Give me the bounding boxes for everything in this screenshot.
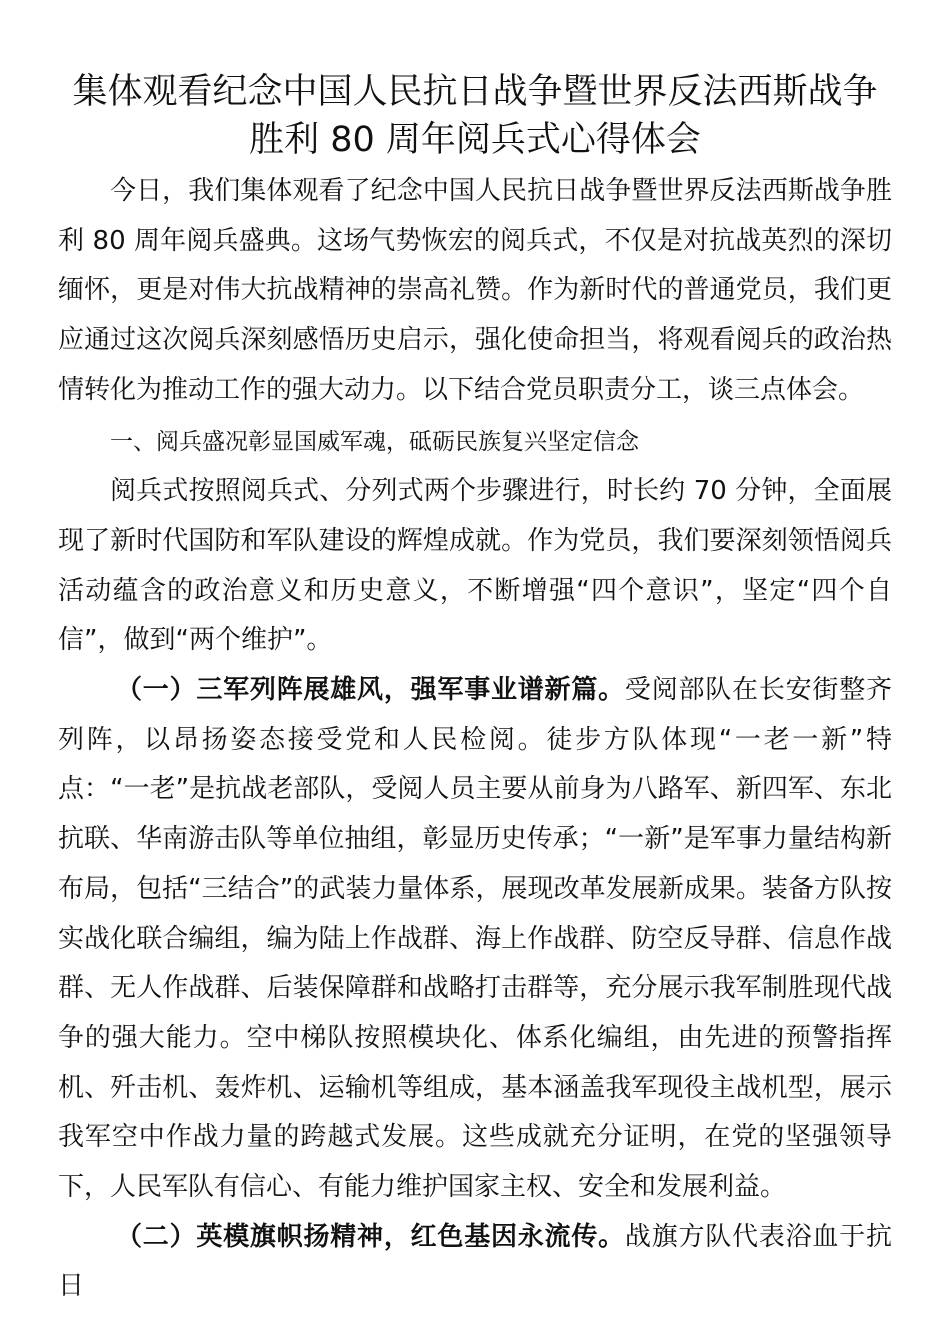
subsection-2-paragraph (58, 1213, 892, 1312)
section-1-paragraph: 阅兵式按照阅兵式、分列式两个步骤进行，时长约 70 分钟，全面展现了新时代国防和军队建设的辉煌成就。作为党员，我们要深刻领悟阅兵活动蕴含的政治意义和历史意义，不断增强“四个意识”，坚定“四个自信”，做到“两个维护”。 (58, 476, 892, 656)
document-page (58, 68, 892, 1312)
subsection-2-heading: （二）英模旗帜扬精神，红色基因永流传。 (116, 1221, 625, 1252)
subsection-2-body: 战旗方队代表浴血于抗日 (58, 1221, 892, 1302)
subsection-1-body: 受阅部队在长安街整齐列阵，以昂扬姿态接受党和人民检阅。徒步方队体现“一老一新”特点：“一老”是抗战老部队，受阅人员主要从前身为八路军、新四军、东北抗联、华南游击队等单位抽组，彰显历史传承；“一新”是军事力量结构新布局，包括“三结合”的武装力量体系，展现改革发展新成果。装备方队按实战化联合编组，编为陆上作战群、海上作战群、防空反导群、信息作战群、无人作战群、后装保障群和战略打击群等，充分展示我军制胜现代战争的强大能力。空中梯队按照模块化、体系化编组，由先进的预警指挥机、歼击机、轰炸机、运输机等组成，基本涵盖我军现役主战机型，展示我军空中作战力量的跨越式发展。这些成就充分证明，在党的坚强领导下，人民军队有信心、有能力维护国家主权、安全和发展利益。 (58, 675, 892, 1203)
document-title: 集体观看纪念中国人民抗日战争暨世界反法西斯战争胜利 80 周年阅兵式心得体会 (72, 72, 878, 160)
intro-paragraph: 今日，我们集体观看了纪念中国人民抗日战争暨世界反法西斯战争胜利 80 周年阅兵盛典。这场气势恢宏的阅兵式，不仅是对抗战英烈的深切缅怀，更是对伟大抗战精神的崇高礼赞。作为新时代的普通党员，我们更应通过这次阅兵深刻感悟历史启示，强化使命担当，将观看阅兵的政治热情转化为推动工作的强大动力。以下结合党员职责分工，谈三点体会。 (58, 176, 892, 405)
subsection-1-paragraph (58, 666, 892, 1213)
section-heading-1: 一、阅兵盛况彰显国威军魂，砥砺民族复兴坚定信念 (110, 428, 639, 455)
subsection-1-heading: （一）三军列阵展雄风，强军事业谱新篇。 (116, 675, 625, 706)
